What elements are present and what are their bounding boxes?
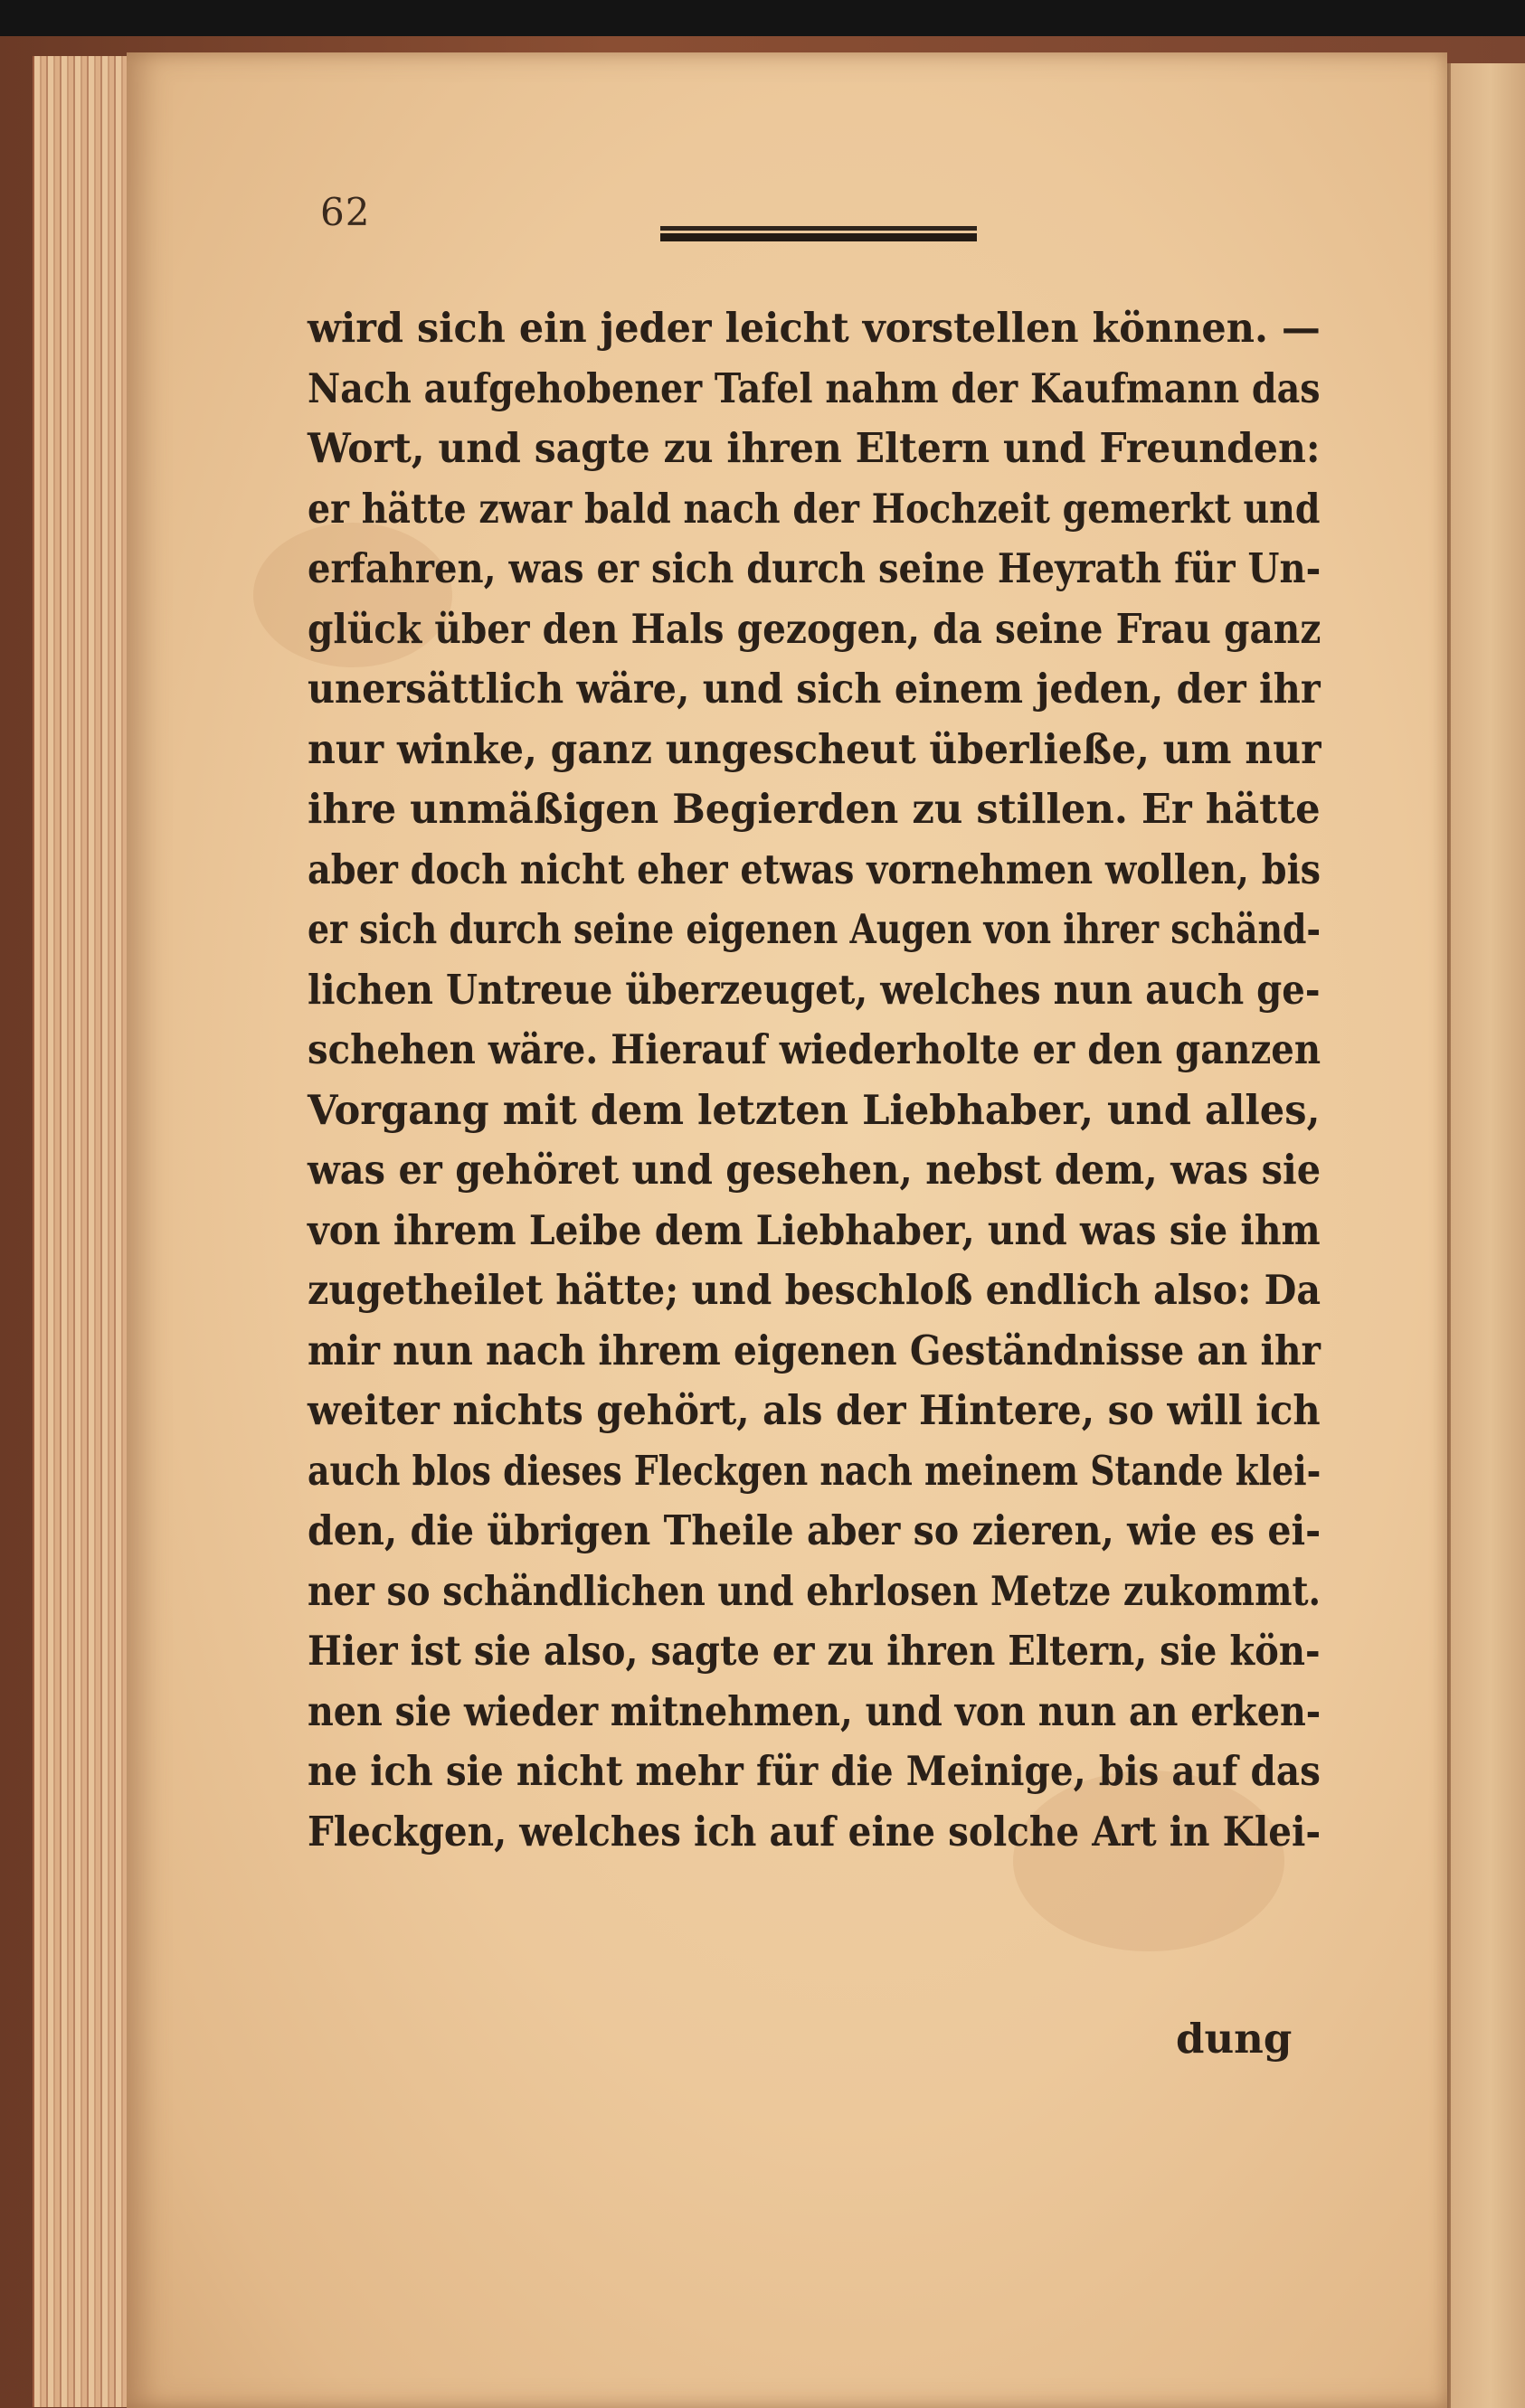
page-number: 62	[320, 190, 371, 234]
catchword: dung	[1176, 2015, 1293, 2063]
text-line: Hier ist sie also, sagte er zu ihren Eltern, sie kön-	[308, 1627, 1321, 1675]
text-line: aber doch nicht eher etwas vornehmen wollen, bis	[308, 845, 1321, 893]
text-line: mir nun nach ihrem eigenen Geständnisse an ihr	[308, 1326, 1321, 1374]
text-line: auch blos dieses Fleckgen nach meinem Stande klei-	[308, 1446, 1321, 1495]
text-line: erfahren, was er sich durch seine Heyrath für Un-	[308, 544, 1321, 592]
facing-page-edge	[1438, 63, 1525, 2408]
text-line: er sich durch seine eigenen Augen von ihrer schänd-	[308, 905, 1321, 953]
text-line: was er gehöret und gesehen, nebst dem, was sie	[308, 1146, 1321, 1194]
text-line: Wort, und sagte zu ihren Eltern und Freunden:	[308, 424, 1321, 472]
text-line: weiter nichts gehört, als der Hintere, so will ich	[308, 1386, 1321, 1434]
text-line: Nach aufgehobener Tafel nahm der Kaufmann das	[308, 364, 1321, 412]
text-line: Vorgang mit dem letzten Liebhaber, und alles,	[308, 1085, 1321, 1134]
text-line: ner so schändlichen und ehrlosen Metze zukommt.	[308, 1566, 1321, 1615]
header-rule-ornament	[660, 226, 977, 242]
text-line: Fleckgen, welches ich auf eine solche Art in Klei-	[308, 1807, 1321, 1856]
text-line: glück über den Hals gezogen, da seine Frau ganz	[308, 604, 1321, 653]
text-line: schehen wäre. Hierauf wiederholte er den ganzen	[308, 1025, 1321, 1073]
text-line: den, die übrigen Theile aber so zieren, wie es ei-	[308, 1506, 1321, 1554]
text-line: nur winke, ganz ungescheut überließe, um nur	[308, 724, 1321, 773]
text-line: lichen Untreue überzeuget, welches nun auch ge-	[308, 965, 1321, 1014]
ornament-bar	[660, 226, 977, 231]
text-line: ihre unmäßigen Begierden zu stillen. Er hätte	[308, 785, 1321, 833]
text-line: zugetheilet hätte; und beschloß endlich also: Da	[308, 1266, 1321, 1314]
text-line: nen sie wieder mitnehmen, und von nun an erken-	[308, 1686, 1321, 1735]
body-text	[308, 298, 1321, 1862]
text-line: unersättlich wäre, und sich einem jeden, der ihr	[308, 665, 1321, 713]
text-line: von ihrem Leibe dem Liebhaber, und was sie ihm	[308, 1205, 1321, 1254]
text-line: er hätte zwar bald nach der Hochzeit gemerkt und	[308, 484, 1321, 533]
text-line: ne ich sie nicht mehr für die Meinige, bis auf das	[308, 1747, 1321, 1795]
ornament-bar	[660, 233, 977, 241]
text-line: wird sich ein jeder leicht vorstellen können. —	[308, 304, 1321, 352]
